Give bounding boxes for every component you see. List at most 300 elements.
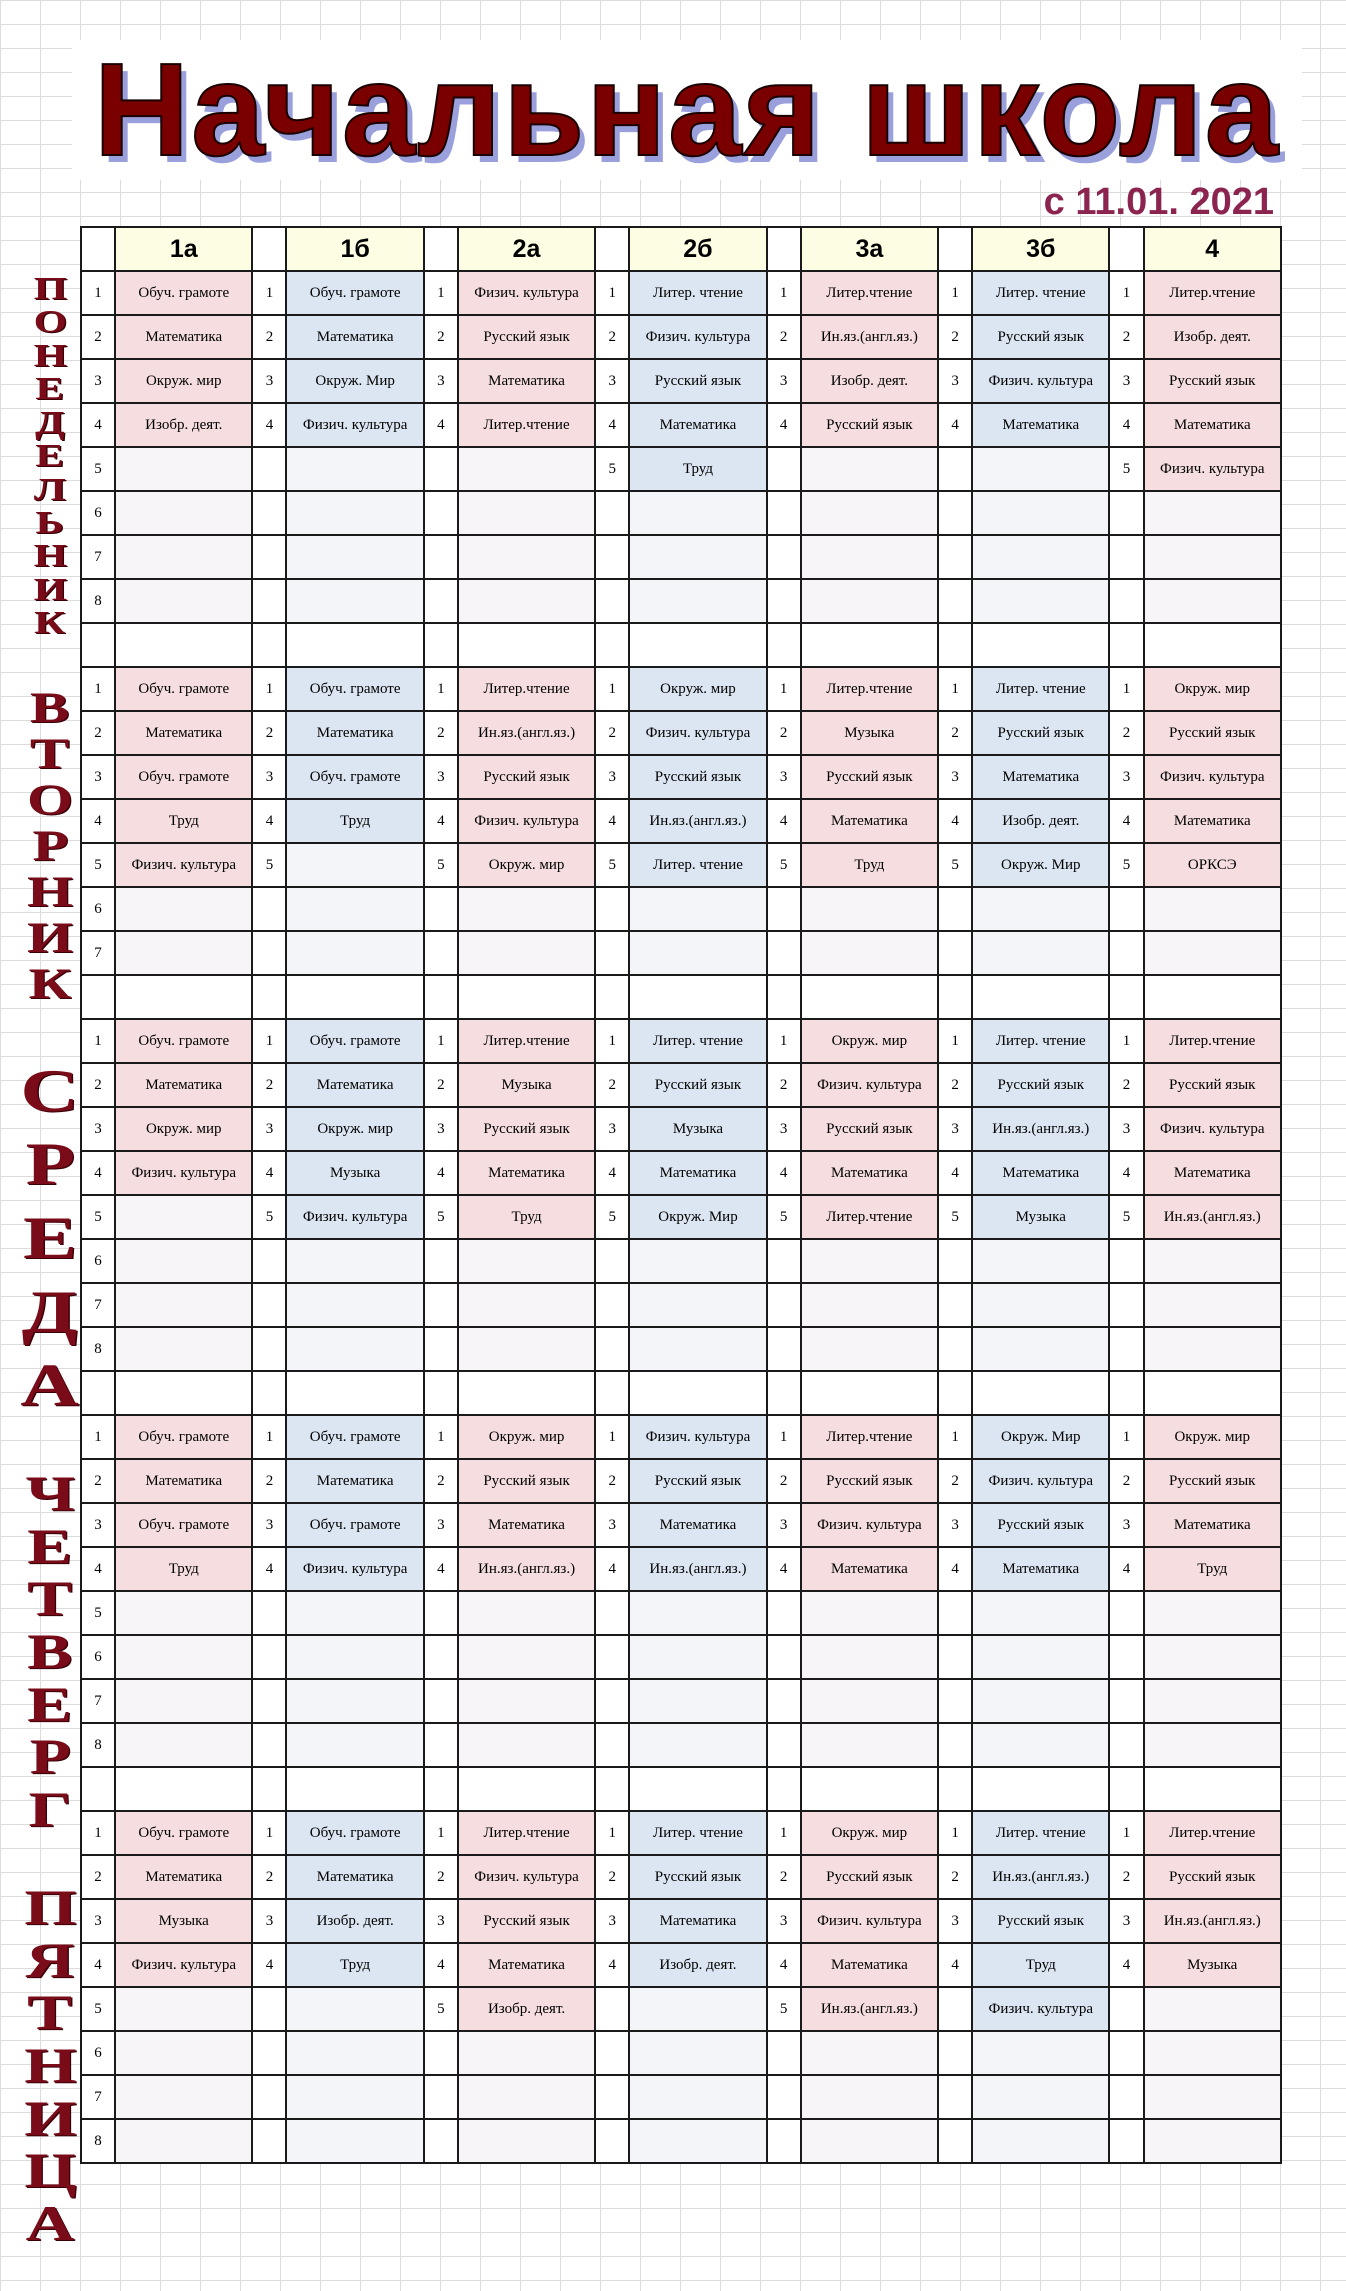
lesson-row	[81, 535, 1281, 579]
header-num	[1109, 227, 1143, 271]
lesson-number: 2	[767, 1855, 801, 1899]
separator-cell	[629, 1767, 766, 1811]
lesson-number	[595, 1987, 629, 2031]
lesson-number: 2	[595, 1063, 629, 1107]
lesson-number	[252, 2119, 286, 2163]
lesson-number: 4	[252, 403, 286, 447]
lesson-number	[1109, 1635, 1143, 1679]
subject-cell: Русский язык	[458, 1459, 595, 1503]
lesson-number: 4	[424, 799, 458, 843]
subject-cell: Математика	[1144, 799, 1281, 843]
lesson-number: 1	[252, 1415, 286, 1459]
day-separator-row	[81, 1767, 1281, 1811]
lesson-number: 3	[1109, 755, 1143, 799]
lesson-number	[1109, 2119, 1143, 2163]
subject-cell: Физич. культура	[286, 1547, 423, 1591]
subject-cell	[1144, 1283, 1281, 1327]
subject-cell: Математика	[115, 711, 252, 755]
lesson-number: 1	[938, 271, 972, 315]
subject-cell: Музыка	[629, 1107, 766, 1151]
lesson-number	[938, 491, 972, 535]
separator-cell	[286, 623, 423, 667]
day-label	[22, 1054, 78, 1422]
subject-cell: Литер. чтение	[629, 271, 766, 315]
lesson-number: 2	[938, 711, 972, 755]
subject-cell: Труд	[1144, 1547, 1281, 1591]
lesson-number: 5	[424, 1195, 458, 1239]
lesson-number: 7	[81, 535, 115, 579]
subject-cell	[801, 931, 938, 975]
subject-cell	[801, 887, 938, 931]
day-separator-row	[81, 623, 1281, 667]
subject-cell: Окруж. мир	[115, 1107, 252, 1151]
subject-cell: Математика	[972, 1547, 1109, 1591]
lesson-number: 3	[1109, 1503, 1143, 1547]
lesson-row	[81, 1239, 1281, 1283]
separator-cell	[767, 623, 801, 667]
lesson-number	[1109, 1591, 1143, 1635]
subject-cell: Русский язык	[972, 1899, 1109, 1943]
lesson-number: 2	[767, 1063, 801, 1107]
lesson-row	[81, 1811, 1281, 1855]
lesson-number	[595, 887, 629, 931]
day-letter: О	[33, 304, 67, 340]
separator-cell	[286, 975, 423, 1019]
day-letter: Н	[23, 2037, 77, 2093]
day-letter: А	[25, 2194, 75, 2251]
lesson-number	[938, 931, 972, 975]
lesson-number: 3	[424, 1899, 458, 1943]
lesson-number: 2	[767, 1459, 801, 1503]
subject-cell: Русский язык	[972, 1503, 1109, 1547]
lesson-number: 5	[424, 843, 458, 887]
lesson-row	[81, 931, 1281, 975]
subject-cell	[286, 2119, 423, 2163]
header-num	[938, 227, 972, 271]
lesson-row	[81, 1503, 1281, 1547]
lesson-number: 3	[767, 1107, 801, 1151]
day-letter: Т	[27, 1984, 73, 2041]
day-letter: К	[28, 960, 72, 1009]
separator-cell	[458, 1767, 595, 1811]
separator-cell	[1144, 1767, 1281, 1811]
subject-cell: Русский язык	[1144, 359, 1281, 403]
subject-cell: Литер. чтение	[629, 1019, 766, 1063]
subject-cell: Математика	[972, 1151, 1109, 1195]
subject-cell: Обуч. грамоте	[115, 1415, 252, 1459]
subject-cell: Физич. культура	[972, 359, 1109, 403]
separator-cell	[595, 1767, 629, 1811]
subject-cell: Окруж. мир	[458, 843, 595, 887]
subject-cell: Окруж. мир	[801, 1811, 938, 1855]
subject-cell: Музыка	[801, 711, 938, 755]
day-letter: И	[27, 914, 73, 963]
separator-cell	[767, 1371, 801, 1415]
separator-cell	[801, 623, 938, 667]
lesson-number	[767, 1239, 801, 1283]
subject-cell: Ин.яз.(англ.яз.)	[801, 315, 938, 359]
lesson-number	[424, 1239, 458, 1283]
day-label	[22, 686, 78, 1008]
lesson-number: 3	[767, 1503, 801, 1547]
subject-cell: Русский язык	[972, 711, 1109, 755]
lesson-row	[81, 1415, 1281, 1459]
day-letter: Я	[25, 1931, 75, 1988]
subject-cell	[629, 2031, 766, 2075]
subject-cell	[801, 1327, 938, 1371]
subject-cell	[115, 2031, 252, 2075]
lesson-number: 1	[252, 1811, 286, 1855]
separator-cell	[801, 1371, 938, 1415]
subject-cell: Русский язык	[801, 1459, 938, 1503]
day-letter: Е	[27, 1517, 73, 1574]
subject-cell: Труд	[115, 799, 252, 843]
lesson-number: 8	[81, 1723, 115, 1767]
subject-cell	[629, 1679, 766, 1723]
lesson-row	[81, 1547, 1281, 1591]
lesson-number: 6	[81, 1635, 115, 1679]
lesson-number	[938, 2031, 972, 2075]
separator-cell	[595, 623, 629, 667]
separator-cell	[115, 1767, 252, 1811]
lesson-number: 2	[81, 1855, 115, 1899]
lesson-number: 1	[81, 667, 115, 711]
subject-cell: Окруж. мир	[286, 1107, 423, 1151]
lesson-number: 1	[938, 1415, 972, 1459]
lesson-number	[938, 535, 972, 579]
separator-cell	[252, 1767, 286, 1811]
lesson-number: 2	[252, 711, 286, 755]
lesson-number: 1	[767, 1811, 801, 1855]
lesson-number: 5	[252, 1195, 286, 1239]
lesson-number: 2	[938, 1063, 972, 1107]
day-letter: В	[27, 1623, 73, 1679]
separator-cell	[252, 975, 286, 1019]
lesson-number: 1	[767, 271, 801, 315]
subject-cell: Ин.яз.(англ.яз.)	[972, 1107, 1109, 1151]
separator-cell	[972, 975, 1109, 1019]
lesson-number: 3	[252, 755, 286, 799]
lesson-number: 3	[252, 359, 286, 403]
subject-cell: Обуч. грамоте	[286, 1415, 423, 1459]
lesson-number	[424, 535, 458, 579]
subject-cell	[972, 1283, 1109, 1327]
subject-cell: Русский язык	[629, 755, 766, 799]
lesson-number: 6	[81, 887, 115, 931]
subject-cell: Физич. культура	[1144, 447, 1281, 491]
lesson-row	[81, 1679, 1281, 1723]
subject-cell	[1144, 887, 1281, 931]
separator-cell	[972, 1767, 1109, 1811]
subject-cell	[286, 579, 423, 623]
separator-cell	[1144, 1371, 1281, 1415]
lesson-row	[81, 1019, 1281, 1063]
class-header: 4	[1144, 227, 1281, 271]
subject-cell	[1144, 2119, 1281, 2163]
subject-cell	[1144, 535, 1281, 579]
lesson-number: 2	[81, 711, 115, 755]
lesson-number	[252, 1239, 286, 1283]
lesson-row	[81, 315, 1281, 359]
lesson-number: 1	[252, 667, 286, 711]
class-header-row	[81, 227, 1281, 271]
subject-cell	[115, 931, 252, 975]
lesson-number: 3	[1109, 359, 1143, 403]
separator-cell	[801, 1767, 938, 1811]
subject-cell: Математика	[458, 1503, 595, 1547]
subject-cell: Математика	[1144, 1151, 1281, 1195]
subject-cell: Труд	[286, 1943, 423, 1987]
subject-cell	[286, 1987, 423, 2031]
lesson-number: 1	[1109, 1019, 1143, 1063]
day-letter: Н	[27, 868, 73, 917]
subject-cell: Литер.чтение	[458, 403, 595, 447]
subject-cell: Труд	[629, 447, 766, 491]
lesson-number: 2	[81, 1459, 115, 1503]
lesson-number: 1	[595, 1019, 629, 1063]
lesson-number: 3	[81, 359, 115, 403]
subject-cell	[801, 1679, 938, 1723]
subject-cell: Математика	[629, 1899, 766, 1943]
lesson-row	[81, 2119, 1281, 2163]
subject-cell: Литер. чтение	[972, 271, 1109, 315]
separator-cell	[252, 1371, 286, 1415]
lesson-number	[767, 2119, 801, 2163]
class-header: 3а	[801, 227, 938, 271]
subject-cell: Окруж. Мир	[972, 843, 1109, 887]
day-label	[22, 272, 78, 640]
lesson-number: 1	[938, 1019, 972, 1063]
lesson-number: 3	[424, 755, 458, 799]
lesson-number: 4	[81, 1943, 115, 1987]
day-letter: Р	[25, 1131, 75, 1198]
lesson-number: 4	[767, 799, 801, 843]
separator-cell	[938, 1371, 972, 1415]
lesson-number	[938, 1283, 972, 1327]
subject-cell: Литер.чтение	[458, 1811, 595, 1855]
subject-cell	[115, 1679, 252, 1723]
header-num	[252, 227, 286, 271]
subject-cell: Окруж. мир	[629, 667, 766, 711]
subject-cell	[801, 535, 938, 579]
lesson-number: 2	[252, 1855, 286, 1899]
lesson-number	[595, 1679, 629, 1723]
subject-cell	[801, 1283, 938, 1327]
day-letter: Е	[35, 438, 65, 474]
lesson-number	[767, 447, 801, 491]
subject-cell: Изобр. деят.	[286, 1899, 423, 1943]
lesson-number	[595, 931, 629, 975]
subject-cell: Математика	[115, 315, 252, 359]
lesson-number: 8	[81, 1327, 115, 1371]
subject-cell: Русский язык	[458, 315, 595, 359]
subject-cell	[286, 1679, 423, 1723]
subject-cell: Русский язык	[458, 1107, 595, 1151]
lesson-number	[595, 1591, 629, 1635]
header-num	[424, 227, 458, 271]
lesson-number	[424, 887, 458, 931]
lesson-number: 3	[424, 359, 458, 403]
subject-cell	[286, 2075, 423, 2119]
subject-cell: Физич. культура	[115, 843, 252, 887]
lesson-number: 1	[595, 667, 629, 711]
subject-cell	[115, 2119, 252, 2163]
lesson-number	[767, 579, 801, 623]
start-date: с 11.01. 2021	[1043, 181, 1274, 223]
day-letter: Р	[29, 1728, 71, 1785]
day-letter: Ц	[23, 2142, 77, 2199]
subject-cell	[286, 2031, 423, 2075]
subject-cell	[972, 579, 1109, 623]
separator-cell	[1144, 623, 1281, 667]
lesson-number: 1	[252, 1019, 286, 1063]
subject-cell: Ин.яз.(англ.яз.)	[629, 799, 766, 843]
subject-cell	[458, 2075, 595, 2119]
subject-cell	[972, 2031, 1109, 2075]
separator-cell	[1109, 975, 1143, 1019]
subject-cell: Математика	[286, 1855, 423, 1899]
lesson-number	[938, 1723, 972, 1767]
lesson-number: 3	[252, 1899, 286, 1943]
lesson-number: 5	[1109, 843, 1143, 887]
lesson-number: 1	[81, 271, 115, 315]
lesson-number	[424, 2031, 458, 2075]
lesson-number: 1	[767, 1019, 801, 1063]
lesson-number: 3	[1109, 1899, 1143, 1943]
separator-cell	[972, 1371, 1109, 1415]
lesson-number	[595, 1723, 629, 1767]
lesson-number: 2	[1109, 315, 1143, 359]
subject-cell	[115, 1195, 252, 1239]
subject-cell: Физич. культура	[286, 403, 423, 447]
subject-cell	[1144, 491, 1281, 535]
subject-cell: Русский язык	[972, 1063, 1109, 1107]
subject-cell	[801, 2031, 938, 2075]
lesson-number: 5	[938, 1195, 972, 1239]
lesson-number	[938, 1635, 972, 1679]
day-letter: Н	[33, 337, 67, 373]
subject-cell	[286, 931, 423, 975]
subject-cell: Русский язык	[1144, 1459, 1281, 1503]
day-letter: И	[23, 2089, 77, 2146]
subject-cell	[458, 1239, 595, 1283]
lesson-number: 5	[81, 1591, 115, 1635]
subject-cell: Математика	[1144, 1503, 1281, 1547]
lesson-number: 4	[1109, 1151, 1143, 1195]
lesson-number	[1109, 1987, 1143, 2031]
lesson-number: 6	[81, 2031, 115, 2075]
lesson-number	[252, 491, 286, 535]
subject-cell: Ин.яз.(англ.яз.)	[458, 1547, 595, 1591]
subject-cell	[286, 1635, 423, 1679]
lesson-row	[81, 1107, 1281, 1151]
lesson-number	[938, 1239, 972, 1283]
lesson-number: 4	[767, 403, 801, 447]
subject-cell: Русский язык	[1144, 711, 1281, 755]
subject-cell: ОРКСЭ	[1144, 843, 1281, 887]
subject-cell: Труд	[286, 799, 423, 843]
subject-cell	[629, 535, 766, 579]
subject-cell	[458, 535, 595, 579]
day-letter: И	[33, 571, 67, 607]
subject-cell: Физич. культура	[972, 1459, 1109, 1503]
subject-cell: Физич. культура	[801, 1899, 938, 1943]
subject-cell	[629, 1327, 766, 1371]
subject-cell	[972, 1679, 1109, 1723]
subject-cell	[286, 1723, 423, 1767]
subject-cell	[286, 491, 423, 535]
lesson-number: 5	[424, 1987, 458, 2031]
subject-cell: Физич. культура	[458, 1855, 595, 1899]
day-letter: А	[20, 1352, 80, 1419]
lesson-number: 3	[424, 1107, 458, 1151]
lesson-number: 4	[767, 1547, 801, 1591]
day-letter: Е	[35, 371, 65, 407]
subject-cell	[801, 491, 938, 535]
subject-cell	[458, 1679, 595, 1723]
subject-cell	[629, 1723, 766, 1767]
lesson-number	[595, 2031, 629, 2075]
separator-cell	[286, 1767, 423, 1811]
lesson-number	[424, 931, 458, 975]
subject-cell	[115, 535, 252, 579]
subject-cell: Математика	[115, 1063, 252, 1107]
class-header: 1б	[286, 227, 423, 271]
subject-cell	[286, 1327, 423, 1371]
header-num	[81, 227, 115, 271]
subject-cell: Труд	[801, 843, 938, 887]
lesson-number: 2	[1109, 1855, 1143, 1899]
lesson-number: 3	[938, 1899, 972, 1943]
lesson-number: 1	[1109, 1811, 1143, 1855]
lesson-number: 2	[1109, 711, 1143, 755]
lesson-number: 2	[938, 1459, 972, 1503]
lesson-number: 3	[252, 1107, 286, 1151]
lesson-number	[252, 1327, 286, 1371]
subject-cell: Изобр. деят.	[458, 1987, 595, 2031]
lesson-number	[424, 1679, 458, 1723]
separator-cell	[767, 1767, 801, 1811]
lesson-number: 2	[595, 1459, 629, 1503]
subject-cell	[1144, 1591, 1281, 1635]
subject-cell: Литер.чтение	[458, 1019, 595, 1063]
subject-cell: Физич. культура	[972, 1987, 1109, 2031]
subject-cell: Математика	[1144, 403, 1281, 447]
lesson-number	[252, 1679, 286, 1723]
lesson-number: 2	[424, 1063, 458, 1107]
subject-cell: Изобр. деят.	[972, 799, 1109, 843]
lesson-row	[81, 1635, 1281, 1679]
lesson-number	[595, 1327, 629, 1371]
subject-cell	[286, 1591, 423, 1635]
lesson-number: 3	[767, 359, 801, 403]
lesson-number: 2	[81, 1063, 115, 1107]
day-letter: В	[30, 684, 70, 733]
lesson-number: 4	[938, 403, 972, 447]
lesson-number: 2	[938, 315, 972, 359]
lesson-number: 6	[81, 491, 115, 535]
lesson-number	[1109, 1327, 1143, 1371]
lesson-number: 1	[81, 1019, 115, 1063]
lesson-row	[81, 799, 1281, 843]
lesson-number	[252, 1987, 286, 2031]
lesson-number	[767, 2075, 801, 2119]
lesson-number	[424, 447, 458, 491]
subject-cell: Изобр. деят.	[629, 1943, 766, 1987]
lesson-number: 1	[252, 271, 286, 315]
subject-cell	[458, 1283, 595, 1327]
lesson-number: 1	[424, 271, 458, 315]
